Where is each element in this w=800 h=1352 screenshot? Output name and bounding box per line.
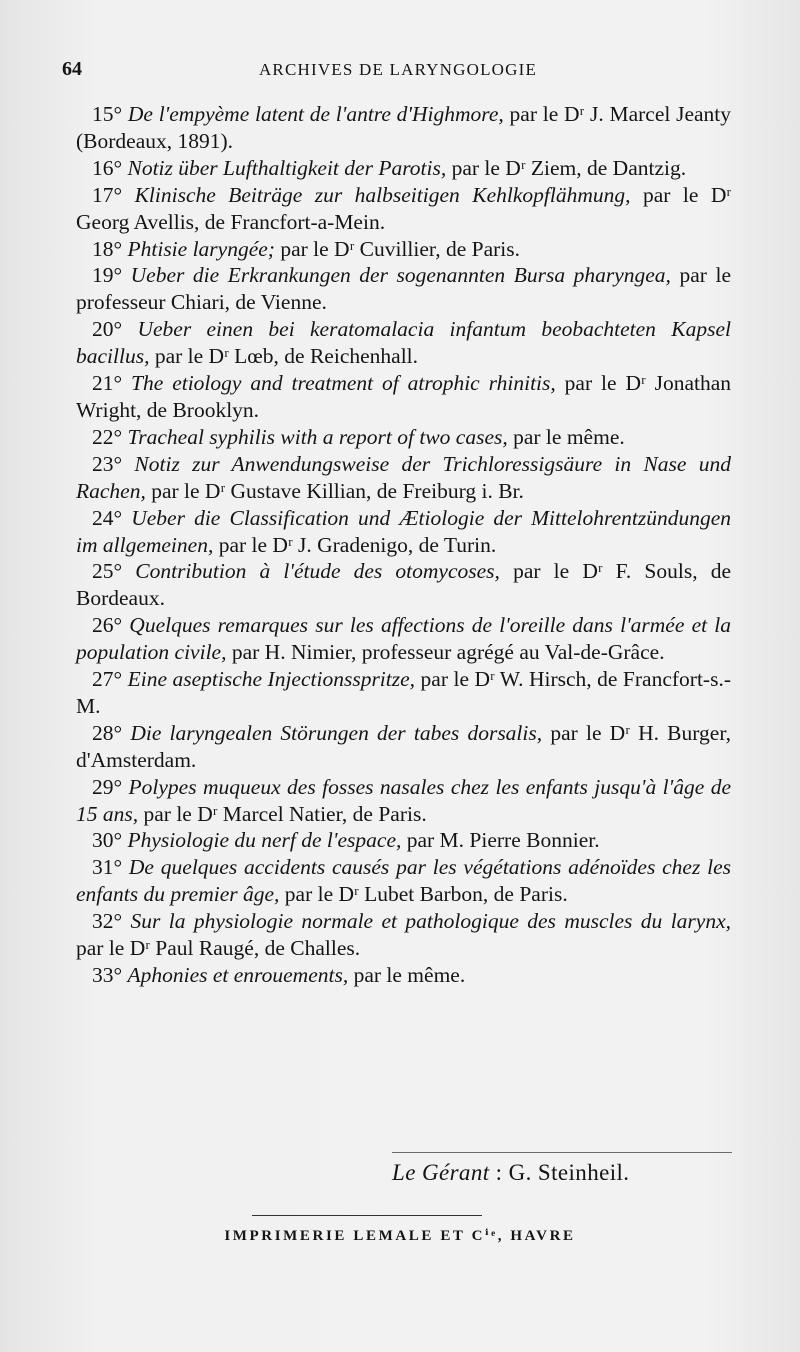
bibliography-entry [76, 505, 731, 559]
entry-author: par le Dʳ J. Marcel Jeanty (Bordeaux, 1891). [76, 102, 732, 153]
entry-number: 16° [92, 155, 123, 180]
signature-rule [392, 1152, 732, 1153]
entry-author: par le Dʳ Georg Avellis, de Francfort-a-Mein. [76, 182, 732, 234]
entry-author: par le même. [507, 424, 625, 449]
entry-author: par le Dʳ J. Gradenigo, de Turin. [213, 532, 497, 557]
entry-author: par le Dʳ Ziem, de Dantzig. [446, 155, 687, 180]
entry-number: 32° [92, 909, 123, 934]
entry-number: 18° [92, 236, 123, 261]
entry-number: 22° [92, 424, 123, 449]
footer-rule [252, 1215, 482, 1216]
entry-author: par M. Pierre Bonnier. [401, 828, 600, 853]
bibliography-entry [76, 451, 731, 505]
signature-label: Le Gérant [392, 1160, 490, 1185]
entry-author: par le Dʳ Jonathan Wright, de Brooklyn. [76, 371, 732, 422]
entry-author: par le même. [348, 963, 466, 987]
entry-title: Physiologie du nerf de l'espace, [127, 828, 402, 853]
bibliography-entry [76, 962, 731, 989]
bibliography-entry [76, 720, 731, 774]
entry-author: par le Dʳ Marcel Natier, de Paris. [138, 801, 427, 826]
entry-number: 21° [92, 371, 123, 396]
entry-title: De l'empyème latent de l'antre d'Highmore, [127, 102, 504, 126]
entry-title: Contribution à l'étude des otomycoses, [135, 559, 500, 584]
entry-author: par le Dʳ Paul Raugé, de Challes. [76, 936, 361, 961]
bibliography-entry [76, 101, 731, 155]
entry-number: 23° [92, 451, 123, 476]
entry-author: par le Dʳ H. Burger, d'Amsterdam. [76, 720, 731, 772]
bibliography-entry [76, 155, 731, 182]
bibliography-entry [76, 236, 731, 263]
bibliography-entry [76, 827, 731, 854]
entry-author: par le Dʳ W. Hirsch, de Francfort-s.-M. [76, 667, 731, 718]
bibliography-entry [76, 908, 731, 962]
entry-title: Tracheal syphilis with a report of two cases, [127, 424, 508, 449]
entry-title: Notiz zur Anwendungsweise der Trichloressigsäure in Nase und Rachen, [76, 451, 731, 503]
page-number: 64 [62, 58, 82, 80]
entry-number: 33° [92, 963, 123, 987]
entry-number: 17° [92, 182, 123, 207]
printer-imprint: IMPRIMERIE LEMALE ET Cⁱᵉ, HAVRE [224, 1228, 576, 1244]
entry-number: 15° [92, 102, 123, 126]
bibliography-entry [76, 666, 731, 720]
entry-title: Ueber einen bei keratomalacia infantum beobachteten Kapsel bacillus, [76, 317, 731, 369]
entry-title: Polypes muqueux des fosses nasales chez les enfants jusqu'à l'âge de 15 ans, [76, 774, 731, 826]
entry-title: Phtisie laryngée; [127, 236, 275, 261]
entry-number: 24° [92, 505, 123, 530]
entry-number: 20° [92, 317, 123, 342]
entry-number: 27° [92, 667, 123, 692]
bibliography-list [76, 101, 731, 989]
signature-name: G. Steinheil. [508, 1160, 630, 1185]
entry-title: Aphonies et enrouements, [127, 963, 349, 987]
bibliography-entry [76, 262, 731, 316]
entry-title: Ueber die Classification und Ætiologie der Mittelohrentzündungen im allgemeinen, [76, 505, 731, 557]
entry-title: Quelques remarques sur les affections de l'oreille dans l'armée et la population civile, [76, 613, 731, 665]
bibliography-entry [76, 612, 731, 666]
entry-title: De quelques accidents causés par les végétations adénoïdes chez les enfants du premier âge, [76, 855, 731, 907]
entry-author: par le professeur Chiari, de Vienne. [76, 263, 731, 315]
entry-author: par H. Nimier, professeur agrégé au Val-de-Grâce. [226, 640, 665, 665]
entry-number: 31° [92, 855, 123, 880]
bibliography-entry [76, 370, 731, 424]
entry-number: 26° [92, 613, 123, 638]
entry-title: Eine aseptische Injectionsspritze, [127, 667, 416, 692]
entry-title: Ueber die Erkrankungen der sogenannten Bursa pharyngea, [130, 263, 671, 288]
entry-number: 30° [92, 828, 123, 853]
bibliography-entry [76, 774, 731, 828]
entry-title: Klinische Beiträge zur halbseitigen Kehlkopflähmung, [134, 182, 631, 207]
entry-number: 25° [92, 559, 123, 584]
page-header [62, 58, 734, 90]
entry-author: par le Dʳ F. Souls, de Bordeaux. [76, 559, 731, 611]
entry-author: par le Dʳ Lœb, de Reichenhall. [149, 344, 419, 369]
bibliography-entry [76, 558, 731, 612]
entry-number: 19° [92, 263, 123, 288]
signature-separator: : [489, 1160, 509, 1185]
entry-number: 29° [92, 774, 123, 799]
entry-author: par le Dʳ Cuvillier, de Paris. [274, 236, 520, 261]
signature-line [392, 1160, 629, 1186]
entry-author: par le Dʳ Lubet Barbon, de Paris. [279, 882, 568, 907]
entry-number: 28° [92, 720, 123, 745]
bibliography-entry [76, 424, 731, 451]
entry-author: par le Dʳ Gustave Killian, de Freiburg i. Br. [145, 478, 524, 503]
bibliography-entry [76, 182, 731, 236]
running-title: ARCHIVES DE LARYNGOLOGIE [258, 60, 538, 79]
entry-title: Notiz über Lufthaltigkeit der Parotis, [127, 155, 447, 180]
entry-title: Die laryngealen Störungen der tabes dorsalis, [130, 720, 543, 745]
bibliography-entry [76, 316, 731, 370]
entry-title: The etiology and treatment of atrophic rhinitis, [131, 371, 556, 396]
bibliography-entry [76, 854, 731, 908]
entry-title: Sur la physiologie normale et pathologique des muscles du larynx, [130, 909, 731, 934]
